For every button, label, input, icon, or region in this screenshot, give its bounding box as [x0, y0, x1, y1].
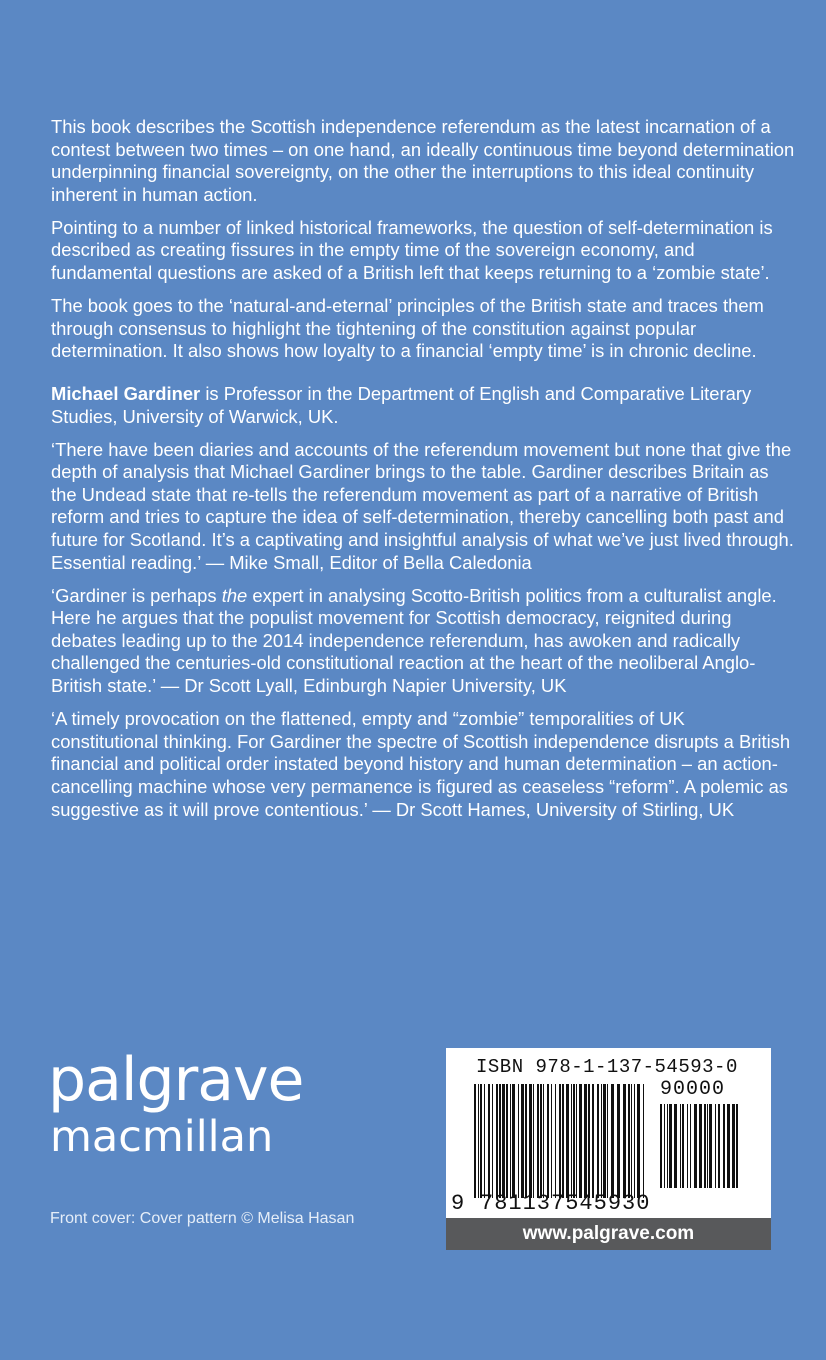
- barcode-bar: [623, 1084, 626, 1198]
- barcode-bar: [704, 1104, 706, 1188]
- back-cover-text: [51, 116, 796, 832]
- barcode-bar: [499, 1084, 501, 1198]
- price-code: 90000: [660, 1078, 726, 1101]
- barcode-bar: [723, 1104, 725, 1188]
- barcode-bar: [525, 1084, 527, 1198]
- barcode-bar: [551, 1084, 552, 1198]
- barcode-bar: [506, 1084, 508, 1198]
- barcode-bar: [603, 1084, 606, 1198]
- author-bio-text: is Professor in the Department of English and Comparative Literary Studies, University of Warwick, UK.: [51, 382, 752, 427]
- publisher-logo: [48, 1045, 304, 1162]
- publisher-url[interactable]: www.palgrave.com: [446, 1218, 771, 1250]
- barcode-bar: [674, 1104, 677, 1188]
- barcode-bar: [502, 1084, 505, 1198]
- barcode-bar: [727, 1104, 730, 1188]
- barcode-bar: [496, 1084, 498, 1198]
- description-paragraph-2: Pointing to a number of linked historical frameworks, the question of self-determination is described as creating fissures in the empty time of the sovereign economy, and fundamental questions are asked of a British left that keeps returning to a ‘zombie state’.: [51, 216, 773, 284]
- barcode-bar: [521, 1084, 524, 1198]
- barcode-bar: [592, 1084, 594, 1198]
- barcode-bar: [579, 1084, 582, 1198]
- emphasis-text: the: [221, 584, 248, 606]
- barcode-bar: [547, 1084, 549, 1198]
- barcode-bar: [566, 1084, 569, 1198]
- barcode-bar: [573, 1084, 575, 1198]
- barcode-bar: [571, 1084, 572, 1198]
- barcode-bar: [660, 1104, 662, 1188]
- publisher-logo-line1: palgrave: [48, 1045, 304, 1115]
- barcode-bar: [480, 1084, 482, 1198]
- barcode-bar: [699, 1104, 702, 1188]
- barcode-bar: [687, 1104, 688, 1188]
- endorsement-quote-2: ‘Gardiner is perhaps the expert in analysing Scotto-British politics from a culturalist angle. Here he argues that the populist movement for Scottish democracy, reignited during debates leading up to the 2014 independence referendum, has awoken and radically challenged the centuries-old constitutional reaction at the heart of the neoliberal Anglo-British state.’ — Dr Scott Lyall, Edinburgh Napier University, UK: [51, 584, 777, 697]
- barcode-bar: [533, 1084, 534, 1198]
- isbn-barcode: [446, 1048, 771, 1250]
- barcode-bar: [682, 1104, 684, 1188]
- barcode-bar: [540, 1084, 542, 1198]
- endorsement-quote-1: ‘There have been diaries and accounts of the referendum movement but none that give the depth of analysis that Michael Gardiner brings to the table. Gardiner describes Britain as the Undead state that re-tells the referendum movement as part of a narrative of British reform and tries to capture the idea of self-determination, thereby cancelling both past and future for Scotland. It’s a captivating and insightful analysis of what we’ve just lived through. Essential reading.’ — Mike Small, Editor of Bella Caledonia: [51, 438, 794, 573]
- barcode-bar: [601, 1084, 602, 1198]
- barcode-bar: [559, 1084, 561, 1198]
- cover-credit: Front cover: Cover pattern © Melisa Hasan: [50, 1210, 355, 1227]
- barcode-bar: [543, 1084, 544, 1198]
- description-paragraph-1: This book describes the Scottish independence referendum as the latest incarnation of a contest between two times – on one hand, an ideally continuous time beyond determination underpinning financial sovereignty, on the other the interruptions to this ideal continuity inherent in human action.: [51, 116, 795, 205]
- barcode-bar: [634, 1084, 635, 1198]
- barcode-lead-digit: 9: [451, 1191, 465, 1216]
- endorsement-quote-3: ‘A timely provocation on the flattened, empty and “zombie” temporalities of UK constitutional thinking. For Gardiner the spectre of Scottish independence disrupts a British financial and political order instated beyond history and human determination – an action-cancelling machine whose very permanence is figured as ceaseless “reform”. A polemic as suggestive as it will prove contentious.’ — Dr Scott Hames, University of Stirling, UK: [51, 708, 791, 820]
- barcode-bar: [484, 1084, 485, 1198]
- description-paragraph-3: The book goes to the ‘natural-and-eternal’ principles of the British state and traces them through consensus to highlight the tightening of the constitution against popular determination. It also shows how loyalty to a financial ‘empty time’ is in chronic decline.: [51, 295, 764, 362]
- barcode-bar: [518, 1084, 519, 1198]
- barcode-bar: [631, 1084, 632, 1198]
- barcode-bar: [562, 1084, 564, 1198]
- barcode-bar: [474, 1084, 476, 1198]
- barcode-bar: [617, 1084, 620, 1198]
- barcode-bar: [584, 1084, 587, 1198]
- barcode-bar: [690, 1104, 691, 1188]
- barcode-bar: [680, 1104, 681, 1188]
- publisher-logo-line2: macmillan: [50, 1112, 274, 1162]
- barcode-bar: [611, 1084, 614, 1198]
- isbn-label: ISBN 978-1-137-54593-0: [476, 1056, 738, 1078]
- barcode-bar: [718, 1104, 720, 1188]
- barcode-bar: [607, 1084, 608, 1198]
- barcode-bar: [537, 1084, 539, 1198]
- barcode-bar: [510, 1084, 511, 1198]
- barcode-bar: [478, 1084, 479, 1198]
- barcode-bar: [643, 1084, 644, 1198]
- barcode-bar: [715, 1104, 716, 1188]
- barcode-bar: [492, 1084, 493, 1198]
- barcode-bar: [588, 1084, 590, 1198]
- barcode-digits: 781137545930: [480, 1191, 651, 1216]
- barcode-bar: [732, 1104, 735, 1188]
- barcode-bar: [628, 1084, 630, 1198]
- barcode-bar: [669, 1104, 672, 1188]
- barcode-bar: [667, 1104, 668, 1188]
- barcode-bar: [707, 1104, 708, 1188]
- barcode-bar: [637, 1084, 640, 1198]
- author-bio: [51, 383, 796, 428]
- barcode-bar: [664, 1104, 665, 1188]
- barcode-bar: [512, 1084, 515, 1198]
- barcode-bar: [709, 1104, 712, 1188]
- barcode-bar: [488, 1084, 490, 1198]
- barcode-bar: [555, 1084, 556, 1198]
- author-name: Michael Gardiner: [51, 382, 201, 404]
- barcode-bar: [529, 1084, 532, 1198]
- barcode-bar: [576, 1084, 577, 1198]
- barcode-bar: [694, 1104, 697, 1188]
- barcode-bar: [736, 1104, 738, 1188]
- barcode-bar: [597, 1084, 599, 1198]
